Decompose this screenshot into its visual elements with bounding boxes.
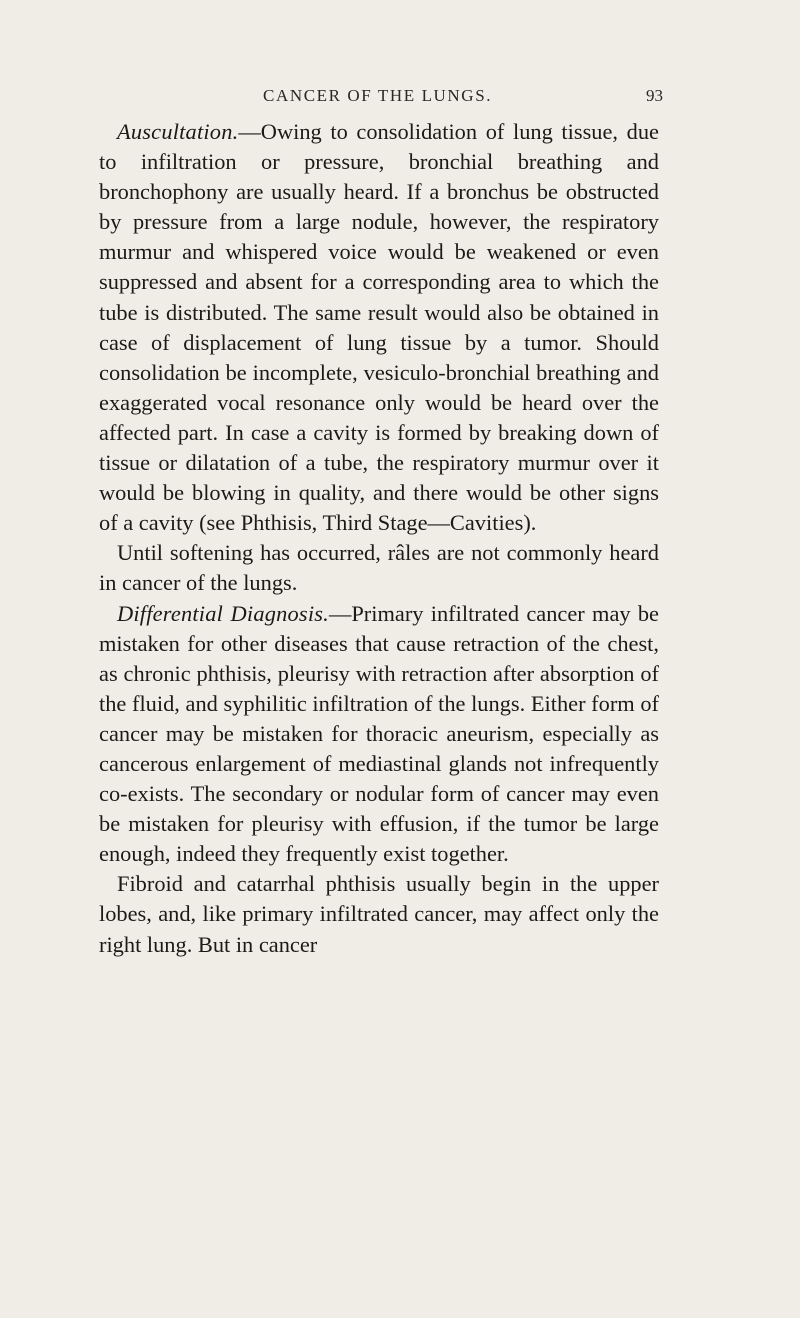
body-text: [99, 117, 659, 960]
running-header: [0, 86, 800, 110]
paragraph-text: Fibroid and catarrhal phthisis usually begin in the upper lobes, and, like primary infiltrated cancer, may affect only the right lung. But in cancer: [99, 871, 659, 957]
running-title: CANCER OF THE LUNGS.: [263, 86, 493, 105]
paragraph-auscultation: [99, 117, 659, 538]
paragraph-text: —Owing to consolidation of lung tissue, due to infiltration or pressure, bronchial breathing and bronchophony are usually heard. If a bronchus be obstructed by pressure from a large nodule, however, the respiratory murmur and whispered voice would be weakened or even suppressed and absent for a corresponding area to which the tube is distributed. The same result would also be obtained in case of displacement of lung tissue by a tumor. Should consolidation be incomplete, vesiculo-bronchial breathing and exaggerated vocal resonance only would be heard over the affected part. In case a cavity is formed by breaking down of tissue or dilatation of a tube, the respiratory murmur over it would be blowing in quality, and there would be other signs of a cavity (see Phthisis, Third Stage—Cavities).: [99, 119, 659, 536]
paragraph-lead: Auscultation.: [117, 119, 239, 144]
page-number: 93: [646, 86, 663, 105]
paragraph-text: Until softening has occurred, râles are not commonly heard in cancer of the lungs.: [99, 540, 659, 596]
paragraph-rales: [99, 538, 659, 598]
paragraph-differential-diagnosis: [99, 599, 659, 870]
paragraph-lead: Differential Diagnosis.: [117, 600, 329, 626]
paragraph-fibroid-phthisis: [99, 869, 659, 959]
paragraph-text: —Primary infiltrated cancer may be mistaken for other diseases that cause retraction of the chest, as chronic phthisis, pleurisy with retraction after absorption of the fluid, and syphilitic infiltration of the lungs. Either form of cancer may be mistaken for thoracic aneurism, especially as cancerous enlargement of mediastinal glands not infrequently co-exists. The secondary or nodular form of cancer may even be mistaken for pleurisy with effusion, if the tumor be large enough, indeed they frequently exist together.: [99, 600, 659, 867]
